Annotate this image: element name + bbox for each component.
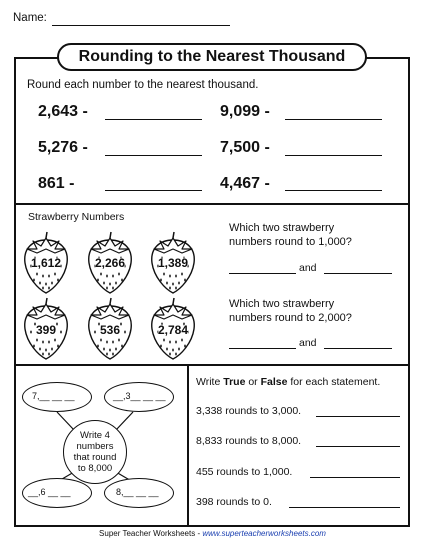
oval-text: 7,__ __ __ [32,391,75,401]
statement-1: 3,338 rounds to 3,000. [196,405,302,417]
problem-2: 9,099 - [220,103,270,120]
problem-5: 861 - [38,175,75,192]
strawberry-number: 2,266 [94,256,126,270]
question-1: Which two strawberry numbers round to 1,000? [229,222,352,248]
strawberry-number: 2,784 [157,323,189,337]
statement-answer-line-1[interactable] [316,416,400,417]
oval-text: __,3__ __ __ [113,391,166,401]
footer: Super Teacher Worksheets - www.superteacherworksheets.com [99,529,326,538]
web-center-circle: Write 4 numbers that round to 8,000 [63,420,127,484]
and-label: and [299,262,317,274]
strawberry-number: 399 [35,323,57,337]
question-2: Which two strawberry numbers round to 2,000? [229,298,352,324]
name-label: Name: [13,12,47,24]
statement-3: 455 rounds to 1,000. [196,466,293,478]
problem-1: 2,643 - [38,103,88,120]
problem-6: 4,467 - [220,175,270,192]
true-false-instruction: Write True or False for each statement. [196,376,381,388]
statement-answer-line-2[interactable] [316,446,400,447]
statement-answer-line-4[interactable] [289,507,400,508]
problem-3: 5,276 - [38,139,88,156]
strawberry-section-title: Strawberry Numbers [28,211,125,223]
strawberry-number: 1,389 [157,256,189,270]
strawberry-number: 1,612 [30,256,62,270]
and-label: and [299,337,317,349]
statement-4: 398 rounds to 0. [196,496,272,508]
strawberry-number: 536 [99,323,121,337]
oval-text: 8,__ __ __ [116,487,159,497]
problem-4: 7,500 - [220,139,270,156]
footer-link[interactable]: www.superteacherworksheets.com [202,529,326,538]
oval-text: __,6 __ __ [28,487,71,497]
statement-answer-line-3[interactable] [310,477,400,478]
page-title: Rounding to the Nearest Thousand [57,43,367,71]
section1-instruction: Round each number to the nearest thousand. [27,79,259,91]
statement-2: 8,833 rounds to 8,000. [196,435,302,447]
